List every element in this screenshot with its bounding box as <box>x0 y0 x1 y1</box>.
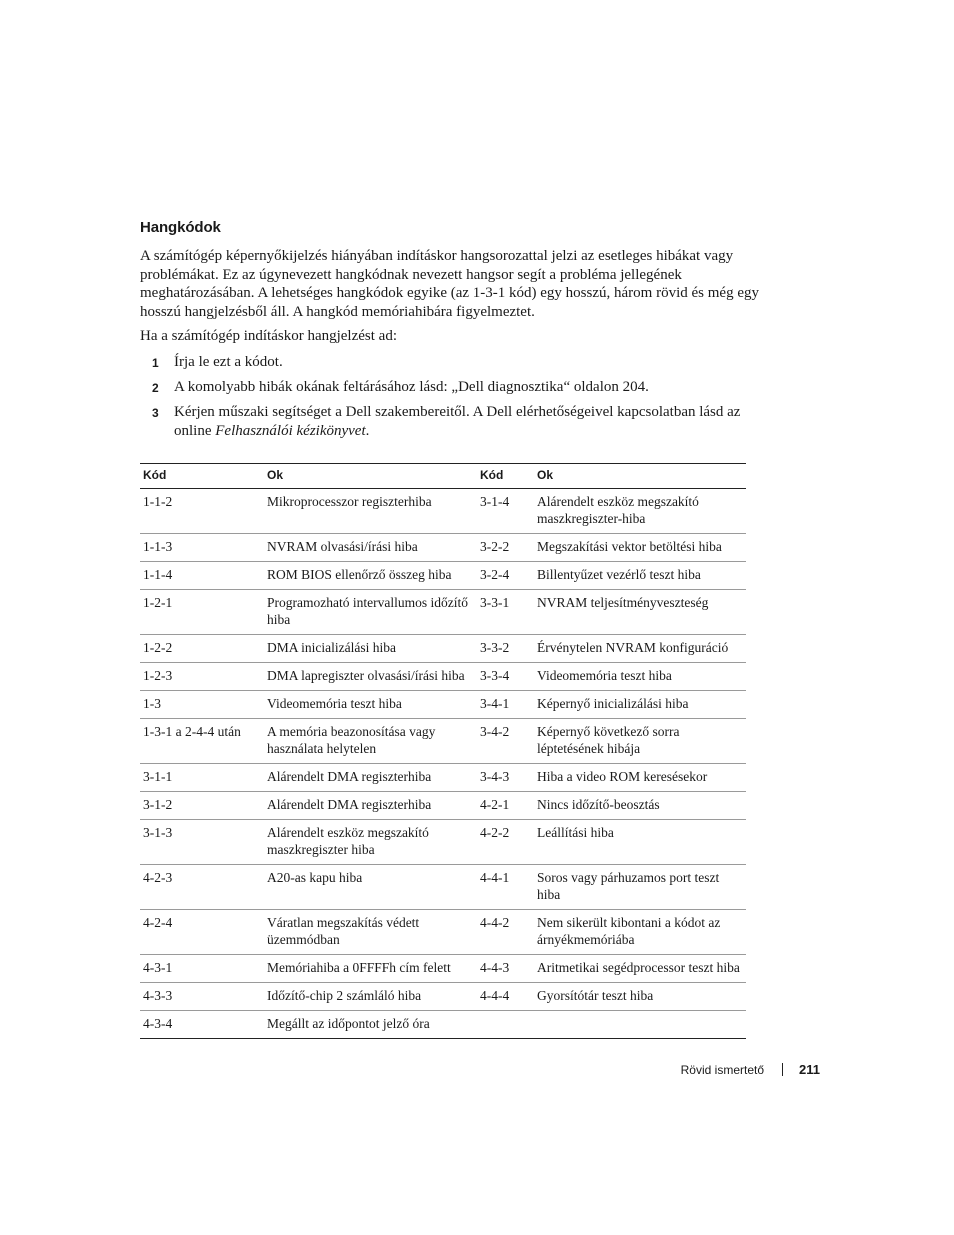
cell-code: 4-3-3 <box>140 983 264 1011</box>
cell-code: 4-2-2 <box>477 820 534 865</box>
cell-cause: Leállítási hiba <box>534 820 746 865</box>
cell-cause <box>534 1011 746 1039</box>
cell-cause: DMA inicializálási hiba <box>264 635 477 663</box>
header-code-1: Kód <box>140 464 264 489</box>
cell-cause: Nem sikerült kibontani a kódot az árnyékmemóriába <box>534 910 746 955</box>
cell-cause: Alárendelt DMA regiszterhiba <box>264 792 477 820</box>
table-body <box>140 489 746 1039</box>
cell-code: 4-2-4 <box>140 910 264 955</box>
cell-cause: Aritmetikai segédprocessor teszt hiba <box>534 955 746 983</box>
cell-code: 1-1-3 <box>140 534 264 562</box>
intro-paragraph: A számítógép képernyőkijelzés hiányában indításkor hangsorozattal jelzi az esetleges hibákat vagy problémákat. Ez az úgynevezett hangkódnak nevezett hangsor segít a probléma jellegének meghatározásában. A lehetséges hangkódok egyike (az 1-3-1 kód) egy hosszú, három rövid és még egy hosszú hangjelzésből áll. A hangkód memóriahibára figyelmeztet. <box>140 248 759 320</box>
cell-cause: NVRAM olvasási/írási hiba <box>264 534 477 562</box>
beep-code-table <box>140 463 746 1039</box>
step-text: Írja le ezt a kódot. <box>174 354 283 370</box>
table-row <box>140 865 746 910</box>
cell-cause: DMA lapregiszter olvasási/írási hiba <box>264 663 477 691</box>
manual-title: Felhasználói kézikönyvet <box>215 422 366 439</box>
cell-cause: Billentyűzet vezérlő teszt hiba <box>534 562 746 590</box>
cell-cause: Programozható intervallumos időzítő hiba <box>264 590 477 635</box>
cell-cause: A20-as kapu hiba <box>264 865 477 910</box>
cell-code: 3-4-2 <box>477 719 534 764</box>
lead-sentence: Ha a számítógép indításkor hangjelzést ad: <box>140 328 397 344</box>
step-number: 2 <box>152 381 159 395</box>
cell-code: 4-2-1 <box>477 792 534 820</box>
step-text <box>174 403 764 440</box>
footer-separator <box>782 1063 783 1076</box>
cell-code: 3-1-2 <box>140 792 264 820</box>
cell-cause: Váratlan megszakítás védett üzemmódban <box>264 910 477 955</box>
header-cause-2: Ok <box>534 464 746 489</box>
table-row <box>140 635 746 663</box>
cell-code: 3-3-1 <box>477 590 534 635</box>
cell-cause: Megszakítási vektor betöltési hiba <box>534 534 746 562</box>
table-row <box>140 820 746 865</box>
cell-cause: Videomemória teszt hiba <box>534 663 746 691</box>
cell-cause: ROM BIOS ellenőrző összeg hiba <box>264 562 477 590</box>
cell-code: 3-2-4 <box>477 562 534 590</box>
cell-cause: Memóriahiba a 0FFFFh cím felett <box>264 955 477 983</box>
table-header-row <box>140 464 746 489</box>
table-row <box>140 489 746 534</box>
page-number: 211 <box>799 1062 820 1077</box>
cell-code: 1-3-1 a 2-4-4 után <box>140 719 264 764</box>
cell-code: 3-2-2 <box>477 534 534 562</box>
section-heading: Hangkódok <box>140 219 221 236</box>
cell-cause: Érvénytelen NVRAM konfiguráció <box>534 635 746 663</box>
table-row <box>140 983 746 1011</box>
cell-code: 3-3-4 <box>477 663 534 691</box>
table-row <box>140 562 746 590</box>
page-footer <box>600 1062 820 1077</box>
table-row <box>140 590 746 635</box>
step-number: 1 <box>152 356 159 370</box>
cell-cause: NVRAM teljesítményveszteség <box>534 590 746 635</box>
cell-cause: Gyorsítótár teszt hiba <box>534 983 746 1011</box>
step-text-plain: Kérjen műszaki segítséget a Dell szakembereitől. A Dell elérhetőségeivel kapcsolatban lásd az online <box>174 404 741 439</box>
cell-code: 3-1-1 <box>140 764 264 792</box>
cell-cause: Hiba a video ROM keresésekor <box>534 764 746 792</box>
cell-cause: Képernyő inicializálási hiba <box>534 691 746 719</box>
step-number: 3 <box>152 406 159 420</box>
cell-code: 3-1-3 <box>140 820 264 865</box>
header-code-2: Kód <box>477 464 534 489</box>
cell-cause: Képernyő következő sorra léptetésének hibája <box>534 719 746 764</box>
cell-cause: Nincs időzítő-beosztás <box>534 792 746 820</box>
table-row <box>140 955 746 983</box>
cell-cause: Alárendelt DMA regiszterhiba <box>264 764 477 792</box>
table-row <box>140 910 746 955</box>
cell-cause: Megállt az időpontot jelző óra <box>267 1016 430 1031</box>
cell-code: 1-2-2 <box>140 635 264 663</box>
cell-cause: Alárendelt eszköz megszakító maszkregiszter-hiba <box>534 489 746 534</box>
cell-code: 3-3-2 <box>477 635 534 663</box>
cell-code: 4-4-2 <box>477 910 534 955</box>
cell-code: 4-3-4 <box>143 1016 173 1031</box>
cell-cause: Időzítő-chip 2 számláló hiba <box>264 983 477 1011</box>
step-text: A komolyabb hibák okának feltárásához lásd: „Dell diagnosztika“ oldalon 204. <box>174 379 649 395</box>
table-row <box>140 663 746 691</box>
step-text-end: . <box>365 422 370 439</box>
cell-cause: Videomemória teszt hiba <box>264 691 477 719</box>
cell-code: 3-1-4 <box>477 489 534 534</box>
cell-code: 3-4-1 <box>477 691 534 719</box>
cell-code: 1-3 <box>140 691 264 719</box>
cell-cause: Alárendelt eszköz megszakító maszkregiszter hiba <box>264 820 477 865</box>
table-row <box>140 719 746 764</box>
table-row <box>140 691 746 719</box>
table-row <box>140 1011 746 1039</box>
cell-cause: Soros vagy párhuzamos port teszt hiba <box>534 865 746 910</box>
table-row <box>140 764 746 792</box>
cell-code <box>477 1011 534 1039</box>
table-row <box>140 792 746 820</box>
cell-code: 1-1-4 <box>140 562 264 590</box>
cell-code: 1-2-1 <box>140 590 264 635</box>
cell-code: 4-4-3 <box>477 955 534 983</box>
cell-cause: Mikroprocesszor regiszterhiba <box>264 489 477 534</box>
cell-code: 3-4-3 <box>477 764 534 792</box>
cell-code: 4-4-1 <box>477 865 534 910</box>
cell-code: 1-1-2 <box>140 489 264 534</box>
cell-code: 4-3-1 <box>140 955 264 983</box>
footer-section-title: Rövid ismertető <box>680 1063 765 1077</box>
cell-code: 1-2-3 <box>140 663 264 691</box>
cell-cause: A memória beazonosítása vagy használata helytelen <box>264 719 477 764</box>
header-cause-1: Ok <box>264 464 477 489</box>
cell-code: 4-4-4 <box>477 983 534 1011</box>
table-row <box>140 534 746 562</box>
cell-code: 4-2-3 <box>140 865 264 910</box>
